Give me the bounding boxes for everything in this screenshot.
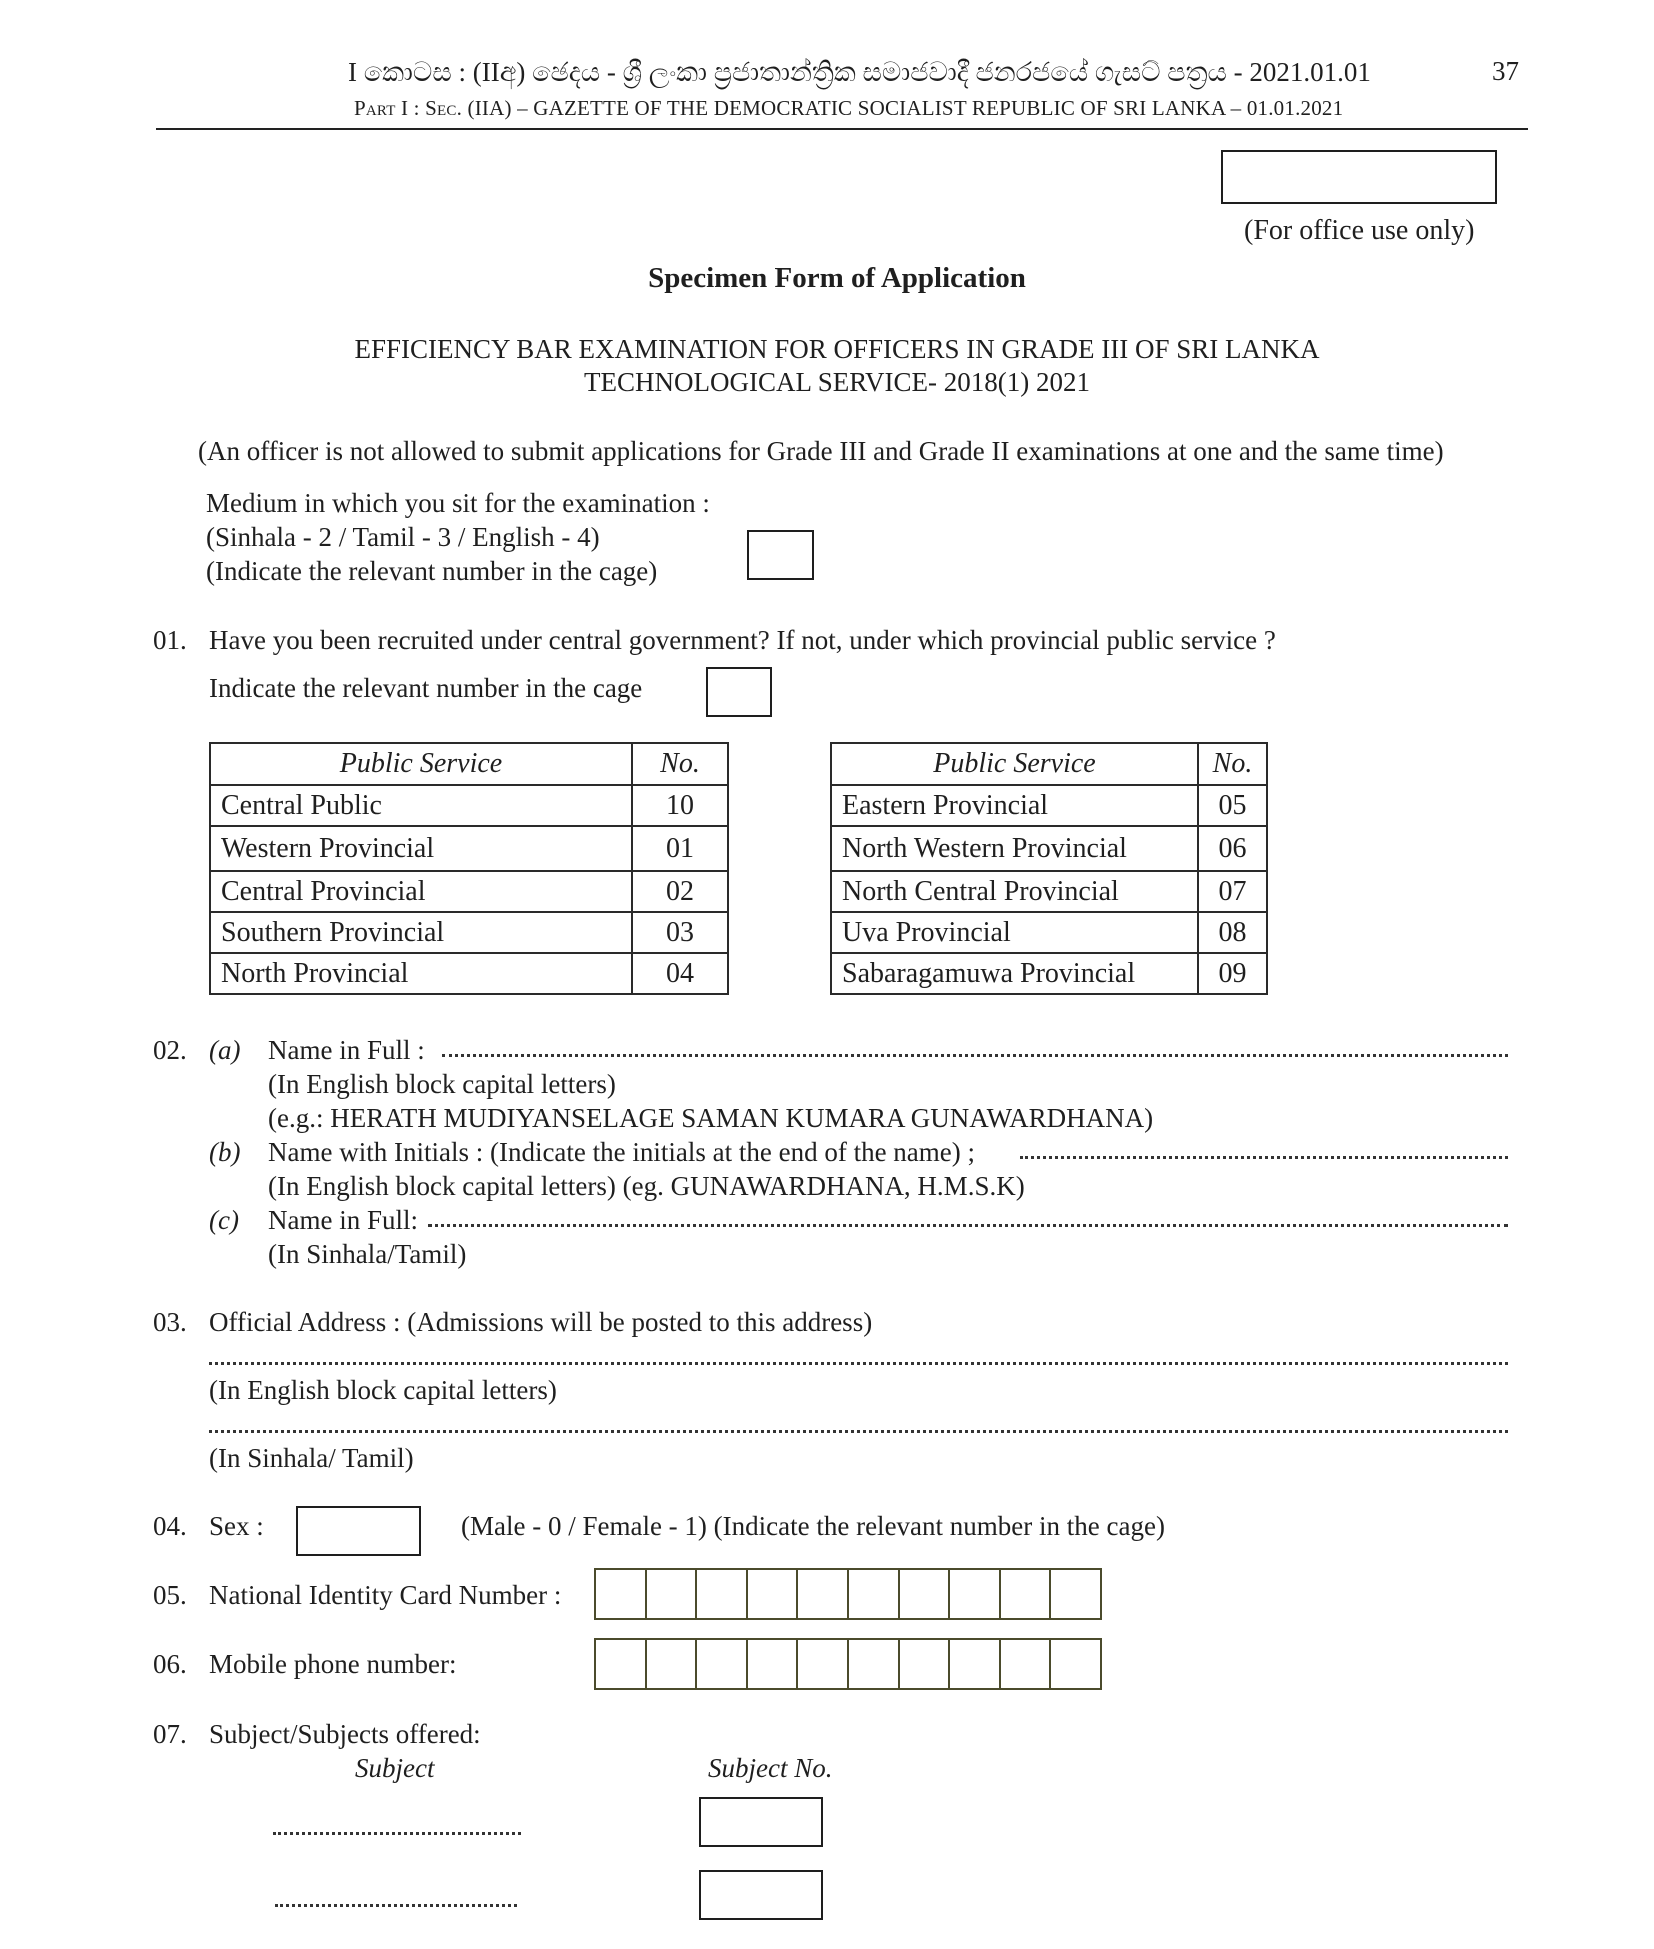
service-table-right bbox=[830, 742, 1268, 995]
gazette-header-sinhala: I කොටස : (IIඅ) ඡෙදය - ශ්‍රී ලංකා ප්‍රජාතාන්ත්‍රික සමාජවාදී ජනරජයේ ගැසට් පත්‍රය - 2021.01.01 bbox=[348, 57, 1371, 87]
col-header-service: Public Service bbox=[210, 743, 632, 785]
service-no: 02 bbox=[632, 871, 728, 912]
service-table-left bbox=[209, 742, 729, 995]
q03-text: Official Address : (Admissions will be posted to this address) bbox=[209, 1307, 873, 1337]
header-rule bbox=[156, 128, 1528, 130]
q03-number: 03. bbox=[153, 1307, 187, 1337]
address-english-field[interactable] bbox=[209, 1362, 1508, 1365]
service-name: Central Provincial bbox=[210, 871, 632, 912]
q02-b-sub: (In English block capital letters) (eg. GUNAWARDHANA, H.M.S.K) bbox=[268, 1171, 1025, 1201]
mobile-cell[interactable] bbox=[748, 1640, 799, 1688]
table-row bbox=[831, 912, 1267, 953]
table-header-row bbox=[210, 743, 728, 785]
medium-line3: (Indicate the relevant number in the cage) bbox=[206, 556, 658, 586]
mobile-cell[interactable] bbox=[849, 1640, 900, 1688]
office-use-box[interactable] bbox=[1221, 150, 1497, 204]
q04-text: Sex : bbox=[209, 1511, 264, 1541]
q06-text: Mobile phone number: bbox=[209, 1649, 457, 1679]
q02-a-label bbox=[209, 1034, 240, 1066]
service-no: 05 bbox=[1198, 785, 1267, 826]
service-no: 07 bbox=[1198, 871, 1267, 912]
table-row bbox=[831, 785, 1267, 826]
q02-c-text: Name in Full: bbox=[268, 1205, 418, 1235]
q02-a-text: Name in Full : bbox=[268, 1035, 425, 1065]
q02-number: 02. bbox=[153, 1035, 187, 1065]
service-no: 03 bbox=[632, 912, 728, 953]
mobile-cell[interactable] bbox=[1051, 1640, 1100, 1688]
mobile-cell[interactable] bbox=[596, 1640, 647, 1688]
q04-number: 04. bbox=[153, 1511, 187, 1541]
q02-c-label-text: (c) bbox=[209, 1205, 239, 1235]
address-sinhala-tamil-field[interactable] bbox=[209, 1430, 1508, 1433]
mobile-cell[interactable] bbox=[798, 1640, 849, 1688]
service-name: Sabaragamuwa Provincial bbox=[831, 953, 1198, 994]
service-name: Southern Provincial bbox=[210, 912, 632, 953]
service-name: North Central Provincial bbox=[831, 871, 1198, 912]
service-no: 08 bbox=[1198, 912, 1267, 953]
nic-cell[interactable] bbox=[697, 1570, 748, 1618]
subject-column-header: Subject bbox=[355, 1753, 435, 1783]
form-title: Specimen Form of Application bbox=[648, 262, 1026, 294]
nic-cell[interactable] bbox=[596, 1570, 647, 1618]
mobile-cell[interactable] bbox=[697, 1640, 748, 1688]
medium-line1: Medium in which you sit for the examination : bbox=[206, 488, 710, 518]
table-row bbox=[210, 871, 728, 912]
subject-1-number-cage[interactable] bbox=[699, 1797, 823, 1847]
subject-2-number-cage[interactable] bbox=[699, 1870, 823, 1920]
mobile-cell[interactable] bbox=[900, 1640, 951, 1688]
sex-cage[interactable] bbox=[296, 1506, 421, 1556]
subject-2-field[interactable] bbox=[275, 1904, 517, 1907]
nic-cell[interactable] bbox=[1001, 1570, 1052, 1618]
q02-b-text: Name with Initials : (Indicate the initials at the end of the name) ; bbox=[268, 1137, 976, 1167]
q02-c-sub: (In Sinhala/Tamil) bbox=[268, 1239, 467, 1269]
q01-number: 01. bbox=[153, 625, 187, 655]
service-name: Western Provincial bbox=[210, 826, 632, 871]
col-header-no: No. bbox=[1198, 743, 1267, 785]
nic-cell[interactable] bbox=[647, 1570, 698, 1618]
q07-number: 07. bbox=[153, 1719, 187, 1749]
full-name-english-field[interactable] bbox=[442, 1054, 1508, 1057]
q05-number: 05. bbox=[153, 1580, 187, 1610]
nic-cell[interactable] bbox=[849, 1570, 900, 1618]
q03-sub1: (In English block capital letters) bbox=[209, 1375, 557, 1405]
q01-indicate: Indicate the relevant number in the cage bbox=[209, 673, 643, 703]
table-row bbox=[210, 953, 728, 994]
nic-number-cells[interactable] bbox=[594, 1568, 1102, 1620]
name-with-initials-field[interactable] bbox=[1020, 1156, 1508, 1159]
q04-hint: (Male - 0 / Female - 1) (Indicate the relevant number in the cage) bbox=[461, 1511, 1165, 1541]
table-row bbox=[831, 826, 1267, 871]
nic-cell[interactable] bbox=[798, 1570, 849, 1618]
table-header-row bbox=[831, 743, 1267, 785]
medium-line2: (Sinhala - 2 / Tamil - 3 / English - 4) bbox=[206, 522, 600, 552]
q02-a-sub2: (e.g.: HERATH MUDIYANSELAGE SAMAN KUMARA GUNAWARDHANA) bbox=[268, 1103, 1154, 1133]
mobile-number-cells[interactable] bbox=[594, 1638, 1102, 1690]
q03-sub2: (In Sinhala/ Tamil) bbox=[209, 1443, 414, 1473]
mobile-cell[interactable] bbox=[1001, 1640, 1052, 1688]
service-no: 06 bbox=[1198, 826, 1267, 871]
table-row bbox=[831, 871, 1267, 912]
gazette-header-english: Part I : Sec. (IIA) – GAZETTE OF THE DEMOCRATIC SOCIALIST REPUBLIC OF SRI LANKA – 01.01.2021 bbox=[354, 96, 1344, 120]
subject-1-field[interactable] bbox=[273, 1832, 521, 1835]
page-number: 37 bbox=[1492, 56, 1519, 86]
medium-cage[interactable] bbox=[747, 530, 814, 580]
service-name: North Western Provincial bbox=[831, 826, 1198, 871]
q02-c-label bbox=[209, 1204, 239, 1236]
q02-b-label bbox=[209, 1136, 240, 1168]
q06-number: 06. bbox=[153, 1649, 187, 1679]
q01-text: Have you been recruited under central government? If not, under which provincial public service ? bbox=[209, 625, 1276, 655]
table-row bbox=[831, 953, 1267, 994]
office-use-label: (For office use only) bbox=[1244, 215, 1475, 246]
service-name: North Provincial bbox=[210, 953, 632, 994]
q02-a-label-text: (a) bbox=[209, 1035, 241, 1065]
service-name: Eastern Provincial bbox=[831, 785, 1198, 826]
service-no: 10 bbox=[632, 785, 728, 826]
table-row bbox=[210, 826, 728, 871]
service-name: Central Public bbox=[210, 785, 632, 826]
service-no: 04 bbox=[632, 953, 728, 994]
q02-a-sub1: (In English block capital letters) bbox=[268, 1069, 616, 1099]
service-name: Uva Provincial bbox=[831, 912, 1198, 953]
table-row bbox=[210, 785, 728, 826]
exam-title-line1: EFFICIENCY BAR EXAMINATION FOR OFFICERS IN GRADE III OF SRI LANKA bbox=[354, 334, 1320, 364]
subject-no-column-header: Subject No. bbox=[708, 1753, 833, 1783]
mobile-cell[interactable] bbox=[647, 1640, 698, 1688]
mobile-cell[interactable] bbox=[950, 1640, 1001, 1688]
q02-b-label-text: (b) bbox=[209, 1137, 241, 1167]
full-name-sinhala-tamil-field[interactable] bbox=[428, 1224, 1508, 1227]
service-cage[interactable] bbox=[706, 667, 772, 717]
grade-note: (An officer is not allowed to submit applications for Grade III and Grade II examinations at one and the same time) bbox=[198, 436, 1444, 466]
table-row bbox=[210, 912, 728, 953]
service-no: 09 bbox=[1198, 953, 1267, 994]
exam-title-line2: TECHNOLOGICAL SERVICE- 2018(1) 2021 bbox=[583, 367, 1091, 397]
q05-text: National Identity Card Number : bbox=[209, 1580, 562, 1610]
col-header-no: No. bbox=[632, 743, 728, 785]
nic-cell[interactable] bbox=[748, 1570, 799, 1618]
nic-cell[interactable] bbox=[900, 1570, 951, 1618]
q07-text: Subject/Subjects offered: bbox=[209, 1719, 481, 1749]
nic-cell[interactable] bbox=[1051, 1570, 1100, 1618]
nic-cell[interactable] bbox=[950, 1570, 1001, 1618]
service-no: 01 bbox=[632, 826, 728, 871]
col-header-service: Public Service bbox=[831, 743, 1198, 785]
